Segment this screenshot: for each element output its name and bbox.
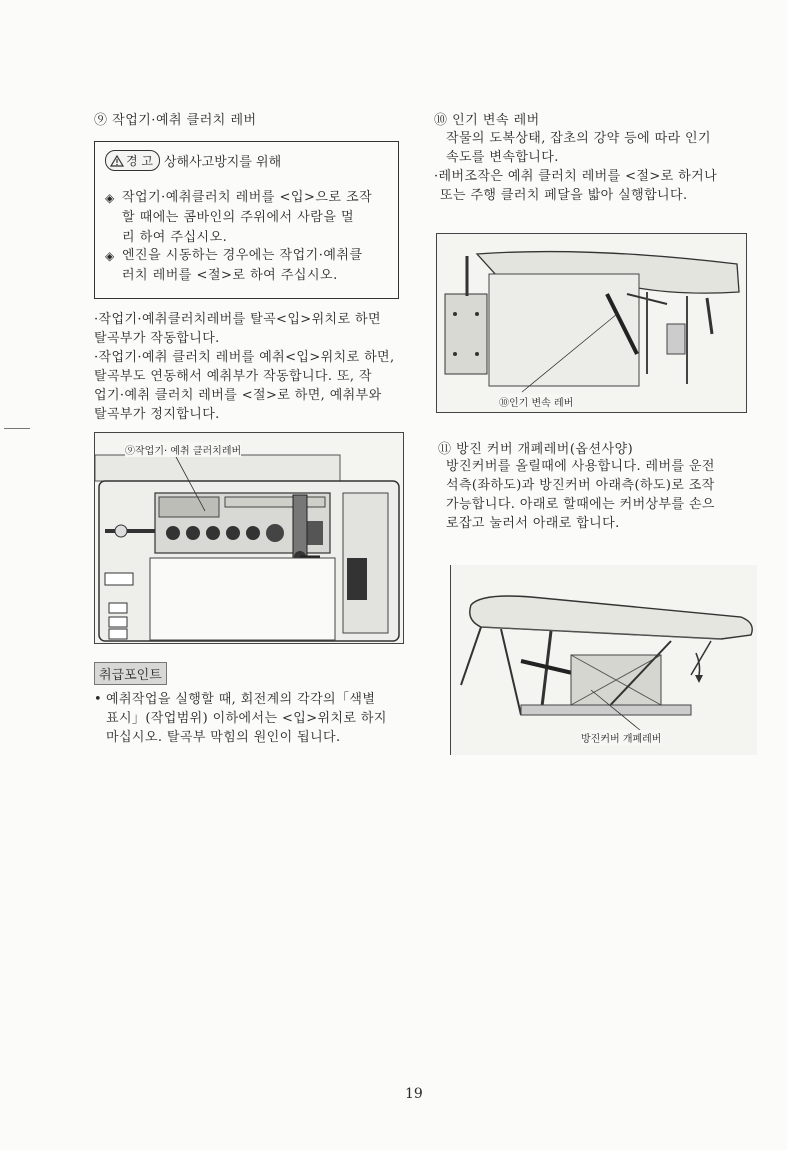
warning-line: 러치 레버를 <절>로 하여 주십시오. [122, 268, 338, 283]
page-number: 19 [405, 1086, 423, 1102]
warning-item [105, 188, 372, 248]
handling-point-body [94, 690, 404, 747]
dust-cover-illustration [451, 565, 757, 755]
tip-bullet: • [94, 692, 103, 707]
warning-header [105, 150, 281, 171]
section-11-title: ⑪ 방진 커버 개폐레버(옵션사양) [438, 442, 634, 457]
body-line: ·작업기·예취 클러치 레버를 예취<입>위치로 하면, [94, 350, 395, 365]
figure-speed-lever [436, 233, 747, 413]
section-11-body [446, 457, 715, 533]
figure-clutch-lever [94, 432, 404, 644]
body-line: 또는 주행 클러치 페달을 밟아 실행합니다. [440, 188, 688, 203]
margin-mark [4, 428, 30, 429]
figure-dust-cover-lever [450, 565, 757, 755]
body-line: 방진커버를 올릴때에 사용합니다. 레버를 운전 [446, 459, 715, 474]
figure-caption: ⑩인기 변속 레버 [499, 394, 573, 409]
warning-triangle-icon [110, 155, 124, 167]
section-10-body [434, 129, 717, 205]
body-line: ·레버조작은 예취 클러치 레버를 <절>로 하거나 [434, 169, 718, 184]
warning-line: 할 때에는 콤바인의 주위에서 사람을 멀 [122, 210, 355, 225]
diamond-bullet-icon: ◈ [105, 249, 115, 263]
tip-line: 마십시오. 탈곡부 막힘의 원인이 됩니다. [106, 730, 341, 745]
diamond-bullet-icon: ◈ [105, 191, 115, 205]
body-line: 속도를 변속합니다. [446, 150, 559, 165]
body-line: 가능합니다. 아래로 할때에는 커버상부를 손으 [446, 497, 715, 512]
warning-line: 엔진을 시동하는 경우에는 작업기·예취클 [122, 248, 363, 263]
body-line: 탈곡부도 연동해서 예취부가 작동합니다. 또, 작 [94, 369, 372, 384]
body-line: 탈곡부가 정지합니다. [94, 407, 220, 422]
warning-line: 리 하여 주십시오. [122, 230, 228, 245]
warning-line: 작업기·예취클러치 레버를 <입>으로 조작 [122, 190, 373, 205]
section-9-title: ⑨ 작업기·예취 클러치 레버 [94, 113, 257, 128]
body-line: 업기·예취 클러치 레버를 <절>로 하면, 예취부와 [94, 388, 382, 403]
control-panel-illustration [95, 433, 404, 644]
figure-caption: ⑨작업기· 예취 클러치레버 [125, 442, 241, 457]
warning-badge-label: 경 고 [126, 154, 153, 168]
warning-item [105, 246, 363, 286]
body-line: 작물의 도복상태, 잡초의 강약 등에 따라 인기 [446, 131, 711, 146]
figure-caption: 방진커버 개폐레버 [581, 730, 661, 745]
warning-box [94, 141, 399, 299]
body-line: 석측(좌하도)과 방진커버 아래측(하도)로 조작 [446, 478, 715, 493]
section-9-body [94, 310, 395, 424]
warning-badge [105, 150, 160, 171]
speed-lever-illustration [437, 234, 747, 413]
section-10-title: ⑩ 인기 변속 레버 [434, 113, 540, 128]
tip-line: 예취작업을 실행할 때, 회전계의 각각의「색별 [106, 692, 376, 707]
tip-line: 표시」(작업범위) 이하에서는 <입>위치로 하지 [106, 711, 387, 726]
body-line: 로잡고 눌러서 아래로 합니다. [446, 516, 620, 531]
warning-title: 상해사고방지를 위해 [164, 155, 282, 170]
body-line: 탈곡부가 작동합니다. [94, 331, 220, 346]
handling-point-label: 취급포인트 [94, 662, 167, 685]
body-line: ·작업기·예취클러치레버를 탈곡<입>위치로 하면 [94, 312, 381, 327]
